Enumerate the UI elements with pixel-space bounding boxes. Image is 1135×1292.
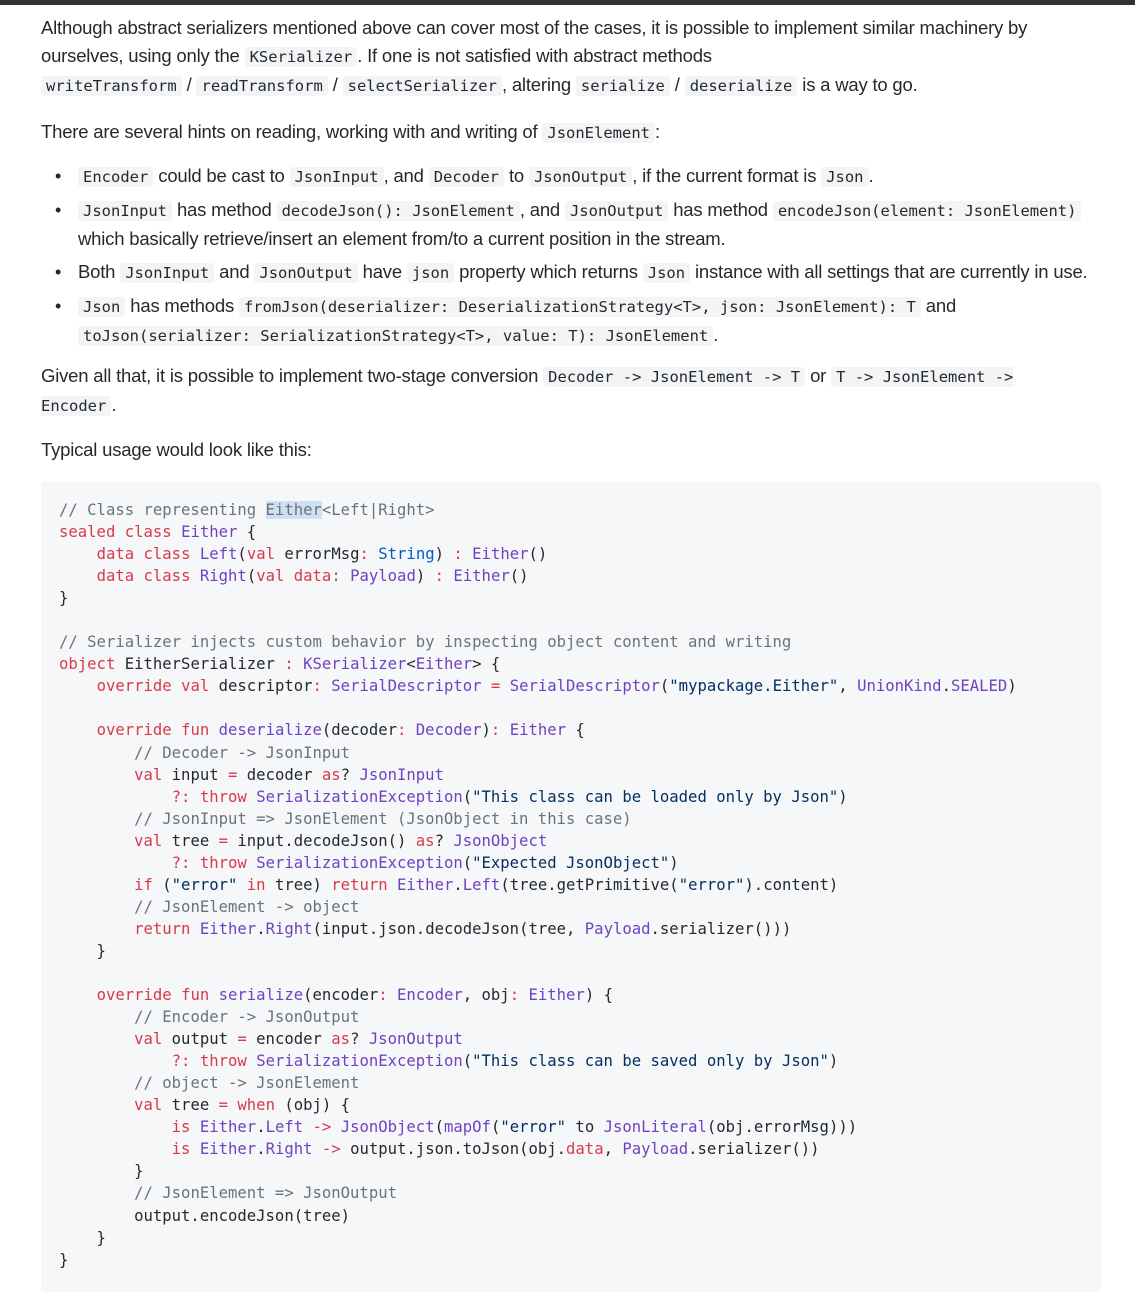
list-item xyxy=(41,196,1116,253)
code-line: // Decoder -> JsonInput xyxy=(134,743,351,762)
text: . xyxy=(111,394,117,415)
text: has method xyxy=(172,199,277,220)
code-line: override val descriptor: SerialDescriptor = SerialDescriptor("mypackage.Either", UnionKind.SEALED) xyxy=(96,677,1017,696)
list-item xyxy=(41,292,1116,350)
code-line: ?: throw SerializationException("This class can be loaded only by Json") xyxy=(171,787,848,806)
code-line: // Encoder -> JsonOutput xyxy=(134,1008,360,1027)
inline-code: readTransform xyxy=(196,76,327,96)
code-line: // Serializer injects custom behavior by inspecting object content and writing xyxy=(59,633,792,652)
text: / xyxy=(669,74,685,95)
text: has methods xyxy=(125,295,239,316)
code-line: val tree = when (obj) { xyxy=(134,1096,351,1115)
text: and xyxy=(214,261,255,282)
text: Although abstract serializers mentioned above can cover most of the cases, it is possible to implement similar machinery by ourselves, using only the xyxy=(41,17,1028,66)
inline-code: fromJson(deserializer: DeserializationStrategy<T>, json: JsonElement): T xyxy=(239,297,921,317)
code-line: data class Left(val errorMsg: String) : Either() xyxy=(96,545,548,564)
inline-code: JsonElement xyxy=(542,123,655,143)
text: / xyxy=(327,74,343,95)
code-line: } xyxy=(59,941,106,960)
text: / xyxy=(181,74,197,95)
text: Typical usage would look like this: xyxy=(41,439,312,460)
code-line: } xyxy=(59,1228,106,1247)
inline-code: T -> JsonElement -> Encoder xyxy=(41,368,1014,415)
code-line: is Either.Right -> output.json.toJson(obj.data, Payload.serializer()) xyxy=(171,1140,820,1159)
code-line: override fun serialize(encoder: Encoder, obj: Either) { xyxy=(96,986,613,1005)
text: . xyxy=(713,324,719,345)
code-listing xyxy=(59,499,1017,1271)
text: . xyxy=(868,165,874,186)
inline-code: JsonInput xyxy=(78,201,172,221)
hints-list xyxy=(41,162,1116,355)
inline-code: JsonOutput xyxy=(529,167,632,187)
code-line: output.encodeJson(tree) xyxy=(59,1206,351,1225)
text: have xyxy=(357,261,407,282)
text: or xyxy=(805,365,832,386)
code-line: } xyxy=(59,1162,144,1181)
text: , if the current format is xyxy=(632,165,822,186)
inline-code: Encoder xyxy=(78,167,153,187)
code-line: val input = decoder as? JsonInput xyxy=(134,765,444,784)
inline-code: decodeJson(): JsonElement xyxy=(277,201,520,221)
code-line: val tree = input.decodeJson() as? JsonObject xyxy=(134,831,548,850)
inline-code: toJson(serializer: SerializationStrategy<T>, value: T): JsonElement xyxy=(78,326,713,346)
code-line: // JsonElement -> object xyxy=(134,897,360,916)
code-line: object EitherSerializer : KSerializer<Either> { xyxy=(59,655,501,674)
inline-code: writeTransform xyxy=(41,76,182,96)
text: There are several hints on reading, working with and writing of xyxy=(41,121,543,142)
code-line: sealed class Either { xyxy=(59,523,257,542)
text: , altering xyxy=(501,74,576,95)
text: . If one is not satisfied with abstract methods xyxy=(357,45,712,66)
code-line: ?: throw SerializationException("This class can be saved only by Json") xyxy=(171,1052,839,1071)
text: is a way to go. xyxy=(797,74,918,95)
code-block xyxy=(41,482,1101,1292)
text: property which returns xyxy=(454,261,643,282)
code-line: // object -> JsonElement xyxy=(134,1074,360,1093)
inline-code: encodeJson(element: JsonElement) xyxy=(773,201,1082,221)
text: , and xyxy=(383,165,429,186)
code-line: override fun deserialize(decoder: Decoder): Either { xyxy=(96,721,585,740)
text: has method xyxy=(668,199,773,220)
inline-code: selectSerializer xyxy=(343,76,502,96)
inline-code: JsonOutput xyxy=(254,263,357,283)
text: , and xyxy=(519,199,565,220)
intro-paragraph xyxy=(41,14,1111,100)
inline-code: JsonInput xyxy=(120,263,214,283)
text: could be cast to xyxy=(153,165,290,186)
text: Given all that, it is possible to implement two-stage conversion xyxy=(41,365,544,386)
inline-code: json xyxy=(407,263,454,283)
conversion-paragraph xyxy=(41,362,1081,420)
code-line: if ("error" in tree) return Either.Left(tree.getPrimitive("error").content) xyxy=(134,875,839,894)
text: Both xyxy=(78,261,121,282)
code-line: // JsonInput => JsonElement (JsonObject in this case) xyxy=(134,809,632,828)
inline-code: Decoder -> JsonElement -> T xyxy=(543,367,805,387)
code-line: } xyxy=(59,1250,69,1269)
code-line: // JsonElement => JsonOutput xyxy=(134,1184,397,1203)
code-line: is Either.Left -> JsonObject(mapOf("error" to JsonLiteral(obj.errorMsg))) xyxy=(171,1118,858,1137)
inline-code: deserialize xyxy=(685,76,798,96)
inline-code: Json xyxy=(821,167,868,187)
list-item xyxy=(41,258,1116,287)
inline-code: KSerializer xyxy=(245,47,358,67)
code-line: return Either.Right(input.json.decodeJson(tree, Payload.serializer())) xyxy=(134,919,792,938)
top-border xyxy=(0,0,1135,5)
list-item xyxy=(41,162,1116,191)
inline-code: JsonOutput xyxy=(565,201,668,221)
code-line: // Class representing Either<Left|Right> xyxy=(59,501,435,519)
code-line: val output = encoder as? JsonOutput xyxy=(134,1030,463,1049)
text: to xyxy=(504,165,529,186)
code-line: data class Right(val data: Payload) : Either() xyxy=(96,567,529,586)
code-line: } xyxy=(59,589,69,608)
inline-code: Json xyxy=(78,297,125,317)
text: : xyxy=(655,121,660,142)
code-line: ?: throw SerializationException("Expected JsonObject") xyxy=(171,853,679,872)
text: which basically retrieve/insert an element from/to a current position in the stream. xyxy=(78,228,726,249)
usage-paragraph xyxy=(41,436,312,464)
text: and xyxy=(920,295,957,316)
hints-paragraph xyxy=(41,118,660,147)
inline-code: JsonInput xyxy=(290,167,384,187)
inline-code: Decoder xyxy=(429,167,504,187)
inline-code: Json xyxy=(643,263,690,283)
text: instance with all settings that are currently in use. xyxy=(690,261,1088,282)
inline-code: serialize xyxy=(576,76,670,96)
